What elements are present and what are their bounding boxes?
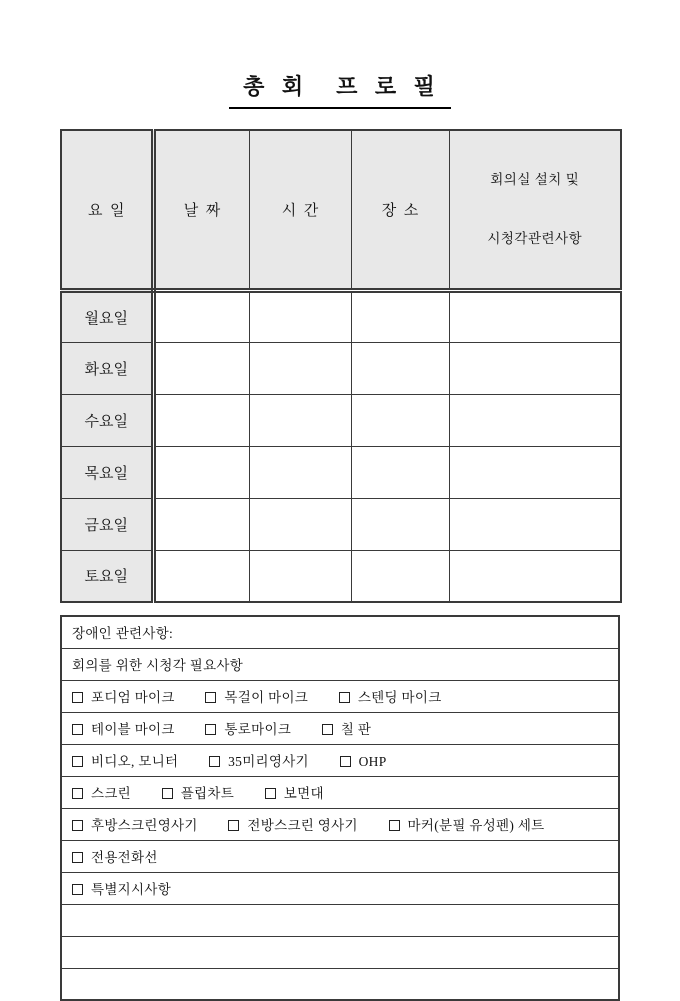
date-cell	[153, 394, 249, 446]
checkbox-icon	[339, 692, 350, 703]
header-av	[449, 130, 621, 290]
date-cell	[153, 498, 249, 550]
checkbox-icon	[209, 756, 220, 767]
time-cell	[249, 394, 351, 446]
checklist-item-label: 비디오, 모니터	[91, 754, 179, 769]
checkbox-icon	[72, 852, 83, 863]
checklist-item-label: 플립차트	[180, 786, 235, 801]
header-place: 장 소	[351, 130, 449, 290]
checklist-item-label: 전방스크린 영사기	[247, 818, 358, 833]
time-cell	[249, 342, 351, 394]
checklist-item-label: 후방스크린영사기	[91, 818, 198, 833]
schedule-row-friday	[61, 498, 621, 550]
empty-cell	[61, 904, 619, 936]
checklist-item-label: 포디엄 마이크	[91, 690, 175, 705]
empty-cell	[61, 968, 619, 1000]
time-cell	[249, 290, 351, 342]
day-label: 월요일	[61, 290, 153, 342]
date-cell	[153, 446, 249, 498]
checklist-item	[162, 782, 234, 802]
checklist-row-screen	[61, 776, 619, 808]
checklist-row-empty	[61, 936, 619, 968]
av-cell	[449, 342, 621, 394]
av-cell	[449, 290, 621, 342]
checklist-item-label: 보면대	[283, 786, 324, 801]
checklist-item-label: 통로마이크	[224, 722, 292, 737]
checklist-item	[72, 750, 178, 770]
header-av-line2: 시청각관련사항	[487, 230, 583, 246]
checklist-item	[72, 878, 171, 898]
title-block	[60, 70, 620, 109]
checkbox-icon	[205, 724, 216, 735]
checklist-row-empty	[61, 968, 619, 1000]
checklist-item	[205, 686, 308, 706]
checkbox-icon	[322, 724, 333, 735]
checklist-item	[339, 686, 442, 706]
header-day: 요 일	[61, 130, 153, 290]
place-cell	[351, 394, 449, 446]
schedule-table	[60, 129, 622, 603]
checklist-item-label: 스크린	[91, 786, 132, 801]
schedule-row-tuesday	[61, 342, 621, 394]
checklist-row-video	[61, 744, 619, 776]
day-label: 목요일	[61, 446, 153, 498]
checklist-item	[340, 754, 387, 770]
header-date: 날 짜	[153, 130, 249, 290]
checklist-row-empty	[61, 904, 619, 936]
checklist-item-label: 전용전화선	[91, 850, 158, 865]
schedule-row-thursday	[61, 446, 621, 498]
checklist-row-mics-2	[61, 712, 619, 744]
schedule-row-wednesday	[61, 394, 621, 446]
checklist-item	[322, 718, 371, 738]
checklist-item	[72, 846, 158, 866]
av-cell	[449, 446, 621, 498]
checklist-row-mics-1	[61, 680, 619, 712]
checkbox-icon	[72, 884, 83, 895]
checklist-item-label: 35미리영사기	[228, 754, 309, 769]
checklist-row-phone-line	[61, 840, 619, 872]
date-cell	[153, 550, 249, 602]
av-cell	[449, 550, 621, 602]
checklist-item	[209, 750, 309, 770]
checklist-item	[72, 782, 131, 802]
checklist-item-label: 마커(분필 유성펜) 세트	[407, 818, 545, 833]
checkbox-icon	[72, 788, 83, 799]
checkbox-icon	[389, 820, 400, 831]
date-cell	[153, 290, 249, 342]
place-cell	[351, 550, 449, 602]
checklist-item-label: 테이블 마이크	[91, 722, 175, 737]
checklist-item	[228, 814, 357, 834]
day-label: 화요일	[61, 342, 153, 394]
checkbox-icon	[72, 692, 83, 703]
checklist-item	[72, 718, 175, 738]
checkbox-icon	[162, 788, 173, 799]
date-cell	[153, 342, 249, 394]
header-av-line1: 회의실 설치 및	[490, 172, 580, 188]
av-cell	[449, 498, 621, 550]
checklist-row-av-needs	[61, 648, 619, 680]
time-cell	[249, 446, 351, 498]
schedule-row-monday	[61, 290, 621, 342]
checklist-item	[205, 718, 291, 738]
checklist-item	[72, 814, 198, 834]
checklist-item-label: 스텐딩 마이크	[357, 690, 442, 705]
checkbox-icon	[72, 724, 83, 735]
av-needs-label: 회의를 위한 시청각 필요사항	[72, 658, 244, 673]
time-cell	[249, 498, 351, 550]
schedule-header-row	[61, 130, 621, 290]
day-label: 수요일	[61, 394, 153, 446]
checkbox-icon	[205, 692, 216, 703]
checklist-row-projectors	[61, 808, 619, 840]
checklist-item-label: 칠 판	[340, 722, 372, 737]
day-label: 금요일	[61, 498, 153, 550]
checkbox-icon	[265, 788, 276, 799]
checkbox-icon	[228, 820, 239, 831]
day-label: 토요일	[61, 550, 153, 602]
document-title: 총 회 프 로 필	[229, 70, 451, 109]
checklist-item-label: 특별지시사항	[91, 882, 172, 897]
empty-cell	[61, 936, 619, 968]
place-cell	[351, 290, 449, 342]
checklist-item	[72, 686, 175, 706]
schedule-row-saturday	[61, 550, 621, 602]
av-cell	[449, 394, 621, 446]
checklist-item	[265, 782, 324, 802]
checklist-row-special-instructions	[61, 872, 619, 904]
checklist-item-label: 목걸이 마이크	[224, 690, 309, 705]
checklist-item-label: OHP	[358, 754, 387, 769]
time-cell	[249, 550, 351, 602]
place-cell	[351, 498, 449, 550]
checklist-row-disability	[61, 616, 619, 648]
header-time: 시 간	[249, 130, 351, 290]
checklist-item	[389, 814, 545, 834]
checkbox-icon	[340, 756, 351, 767]
checkbox-icon	[72, 756, 83, 767]
checklist-table	[60, 615, 620, 1001]
checkbox-icon	[72, 820, 83, 831]
place-cell	[351, 342, 449, 394]
disability-note-label: 장애인 관련사항:	[72, 626, 174, 642]
place-cell	[351, 446, 449, 498]
